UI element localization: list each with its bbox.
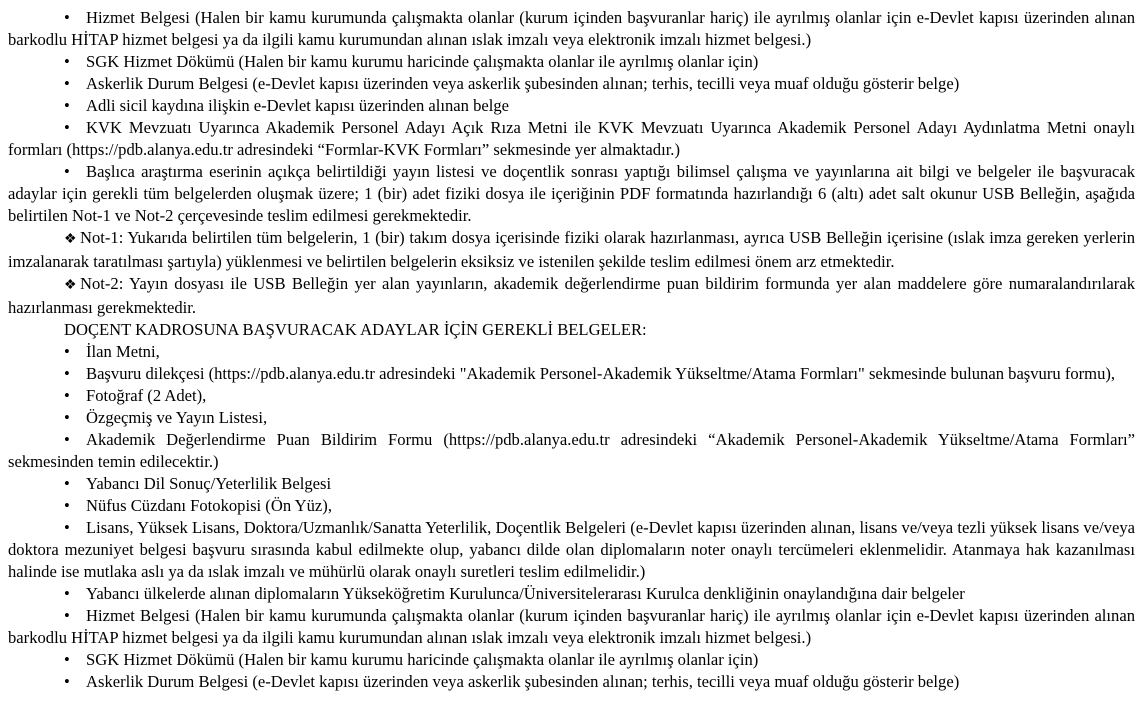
bullet-icon: • [64,606,70,625]
bullet-icon: • [64,386,70,405]
bullet-icon: • [64,408,70,427]
list-item-text: Adli sicil kaydına ilişkin e-Devlet kapısı üzerinden alınan belge [86,96,510,115]
diamond-bullet-icon: ❖ [64,278,77,293]
list-item-text: SGK Hizmet Dökümü (Halen bir kamu kurumu haricinde çalışmakta olanlar ile ayrılmış olanlar için) [86,650,759,669]
list-item-text: Yabancı Dil Sonuç/Yeterlilik Belgesi [86,474,332,493]
list-item [8,161,1135,227]
list-item [8,95,1135,117]
list-item [8,605,1135,649]
list-item [8,73,1135,95]
section-heading: DOÇENT KADROSUNA BAŞVURACAK ADAYLAR İÇİN GEREKLİ BELGELER: [64,320,647,339]
diamond-bullet-icon: ❖ [64,232,77,247]
bullet-icon: • [64,430,70,449]
list-item-text: Fotoğraf (2 Adet), [86,386,207,405]
note-item [8,227,1135,273]
list-item [8,117,1135,161]
list-item [8,649,1135,671]
list-item [8,51,1135,73]
bullet-icon: • [64,52,70,71]
bullet-icon: • [64,496,70,515]
bullet-icon: • [64,474,70,493]
list-item-text: Akademik Değerlendirme Puan Bildirim Formu (https://pdb.alanya.edu.tr adresindeki “Akademik Personel-Akademik Yükseltme/Atama Formları” sekmesinden temin edilecektir.) [8,430,1135,471]
bullet-icon: • [64,364,70,383]
list-item [8,583,1135,605]
list-item [8,495,1135,517]
list-item [8,517,1135,583]
list-item-text: KVK Mevzuatı Uyarınca Akademik Personel Adayı Açık Rıza Metni ile KVK Mevzuatı Uyarınca Akademik Personel Adayı Aydınlatma Metni onaylı formları (https://pdb.alanya.edu.tr adresindeki “Formlar-KVK Formları” sekmesinde yer almaktadır.) [8,118,1135,159]
list-item-text: Yabancı ülkelerde alınan diplomaların Yükseköğretim Kurulunca/Üniversitelerarası Kurulca denkliğinin onaylandığına dair belgeler [86,584,965,603]
list-item [8,429,1135,473]
document-body [8,7,1135,693]
note-item [8,273,1135,319]
bullet-icon: • [64,584,70,603]
note-text: Not-2: Yayın dosyası ile USB Belleğin yer alan yayınların, akademik değerlendirme puan bildirim formunda yer alan maddelere göre numaralandırılarak hazırlanması gerekmektedir. [8,274,1135,317]
list-item [8,341,1135,363]
list-item [8,473,1135,495]
list-item-text: Başlıca araştırma eserinin açıkça belirtildiği yayın listesi ve doçentlik sonrası yaptığı bilimsel çalışma ve yayınlarına ait bilgi ve belgeler ile başvuracak adaylar için gerekli tüm belgelerden oluşmak üzere; 1 (bir) adet fiziki dosya ile içeriğinin PDF formatında hazırlandığı 6 (altı) adet salt okunur USB Belleğin, aşağıda belirtilen Not-1 ve Not-2 çerçevesinde teslim edilmesi gerekmektedir. [8,162,1135,225]
list-item-text: İlan Metni, [86,342,160,361]
required-documents-list-top [8,7,1135,227]
list-item [8,407,1135,429]
bullet-icon: • [64,74,70,93]
bullet-icon: • [64,8,70,27]
bullet-icon: • [64,162,70,181]
list-item-text: Nüfus Cüzdanı Fotokopisi (Ön Yüz), [86,496,332,515]
list-item-text: SGK Hizmet Dökümü (Halen bir kamu kurumu haricinde çalışmakta olanlar ile ayrılmış olanlar için) [86,52,759,71]
list-item-text: Başvuru dilekçesi (https://pdb.alanya.edu.tr adresindeki "Akademik Personel-Akademik Yükseltme/Atama Formları" sekmesinde bulunan başvuru formu), [86,364,1116,383]
list-item [8,363,1135,385]
list-item-text: Askerlik Durum Belgesi (e-Devlet kapısı üzerinden veya askerlik şubesinden alınan; terhis, tecilli veya muaf olduğu gösterir belge) [86,672,960,691]
notes-section [8,227,1135,319]
list-item [8,385,1135,407]
list-item [8,671,1135,693]
list-item-text: Hizmet Belgesi (Halen bir kamu kurumunda çalışmakta olanlar (kurum içinden başvuranlar hariç) ile ayrılmış olanlar için e-Devlet kapısı üzerinden alınan barkodlu HİTAP hizmet belgesi ya da ilgili kamu kurumundan alınan ıslak imzalı veya elektronik imzalı hizmet belgesi.) [8,606,1135,647]
list-item-text: Hizmet Belgesi (Halen bir kamu kurumunda çalışmakta olanlar (kurum içinden başvuranlar hariç) ile ayrılmış olanlar için e-Devlet kapısı üzerinden alınan barkodlu HİTAP hizmet belgesi ya da ilgili kamu kurumundan alınan ıslak imzalı veya elektronik imzalı hizmet belgesi.) [8,8,1135,49]
list-item [8,7,1135,51]
bullet-icon: • [64,518,70,537]
note-text: Not-1: Yukarıda belirtilen tüm belgelerin, 1 (bir) takım dosya içerisinde fiziki olarak hazırlanması, ayrıca USB Belleğin içerisine (ıslak imza gereken yerlerin imzalanarak taratılması şartıyla) yüklenmesi ve belirtilen belgelerin eksiksiz ve istenilen şekilde teslim edilmesi önem arz etmektedir. [8,228,1135,271]
bullet-icon: • [64,672,70,691]
bullet-icon: • [64,96,70,115]
bullet-icon: • [64,342,70,361]
bullet-icon: • [64,118,70,137]
required-documents-list-docent [8,341,1135,693]
list-item-text: Lisans, Yüksek Lisans, Doktora/Uzmanlık/Sanatta Yeterlilik, Doçentlik Belgeleri (e-Devlet kapısı üzerinden alınan, lisans ve/veya tezli yüksek lisans ve/veya doktora mezuniyet belgesi başvuru sırasında kabul edilmekte olup, yabancı dilde olan diplomaların noter onaylı tercümeleri eklenmelidir. Atanmaya hak kazanılması halinde ise mutlaka aslı ya da ıslak imzalı ve mühürlü olarak onaylı suretleri teslim edilmelidir.) [8,518,1135,581]
list-item-text: Özgeçmiş ve Yayın Listesi, [86,408,268,427]
list-item-text: Askerlik Durum Belgesi (e-Devlet kapısı üzerinden veya askerlik şubesinden alınan; terhis, tecilli veya muaf olduğu gösterir belge) [86,74,960,93]
bullet-icon: • [64,650,70,669]
